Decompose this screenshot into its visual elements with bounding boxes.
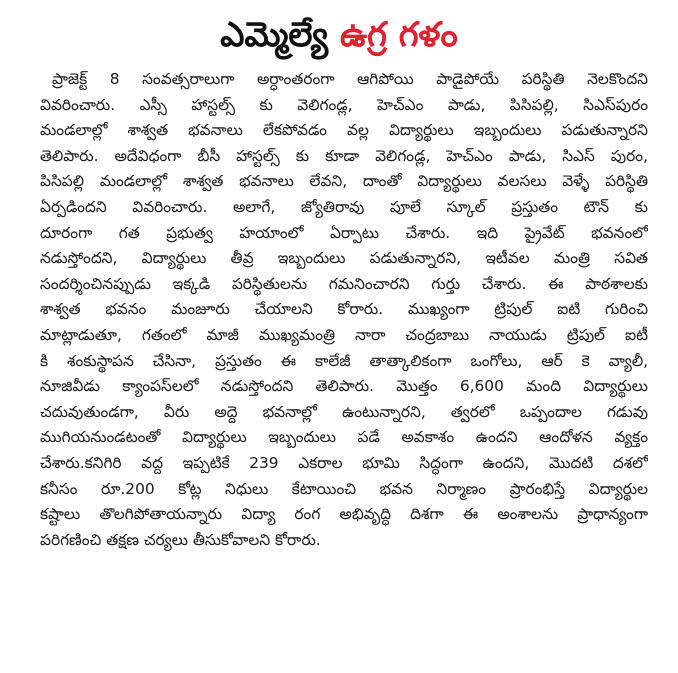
article-line: పరిగణించి తక్షణ చర్యలు తీసుకోవాలని కోరారు. (40, 530, 321, 549)
article-line: కష్టాలు తొలగిపోతాయన్నారు విద్యా రంగ అభివృద్ధి దిశగా ఈ అంశాలను ప్రాధాన్యంగా (40, 505, 648, 524)
article-line: పిసిపల్లి మండలాల్లో శాశ్వత భవనాలు లేవని, దాంతో విద్యార్థులు వలసలు వెళ్ళే పరిస్థితి (40, 172, 648, 191)
article-line: చదువుతుండగా, వీరు అద్దె భవనాల్లో ఉంటున్నారని, త్వరలో ఒప్పందాల గడువు (40, 402, 648, 421)
article-line: నడుస్తోందని, విద్యార్థులు తీవ్ర ఇబ్బందులు పడుతున్నారని, ఇటీవల మంత్రి సవిత (40, 249, 648, 268)
article-line: దూరంగా గత ప్రభుత్వ హయాంలో ఏర్పాటు చేశారు. ఇది ప్రైవేట్ భవనంలో (40, 223, 648, 242)
article-line: చేశారు.కనిగిరి వద్ద ఇప్పటికే 239 ఎకరాల భూమి సిద్ధంగా ఉందని, మొదటి దశలో (40, 453, 648, 472)
article-line: ప్రాజెక్ట్ 8 సంవత్సరాలుగా అర్ధాంతరంగా ఆగిపోయి పాడైపోయే పరిస్థితి నెలకొందని (52, 70, 648, 88)
article-line: కి శంకుస్థాపన చేసినా, ప్రస్తుతం ఈ కాలేజీ తాత్కాలికంగా ఒంగోలు, ఆర్ కె వ్యాలీ, (40, 351, 648, 370)
article-line: శాశ్వత భవనం మంజూరు చేయాలని కోరారు. ముఖ్యంగా ట్రిపుల్ ఐటి గురించి (40, 300, 648, 319)
article-line: ఏర్పడిందని వివరించారు. అలాగే, జ్యోతిరావు పూలే స్కూల్ ప్రస్తుతం టౌన్ కు (40, 197, 648, 216)
article-line: కనీసం రూ.200 కోట్ల నిధులు కేటాయించి భవన నిర్మాణం ప్రారంభిస్తే విద్యార్థుల (40, 479, 648, 498)
headline-part-red: ఉగ్ర గళం (339, 15, 458, 55)
article-line: మాట్లాడుతూ, గతంలో మాజీ ముఖ్యమంత్రి నారా చంద్రబాబు నాయుడు ట్రిపుల్ ఐటీ (40, 325, 648, 344)
article-line: తెలిపారు. అదేవిధంగా బీసీ హాస్టల్స్ కు కూడా వెలిగండ్ల, హెచ్ఎం పాడు, సిఎస్ పురం, (40, 146, 648, 165)
article-body (40, 67, 648, 553)
article-line: నూజివీడు క్యాంపస్‌లలో నడుస్తోందని తెలిపారు. మొత్తం 6,600 మంది విద్యార్థులు (40, 377, 648, 396)
headline (0, 14, 678, 56)
article-line: వివరించారు. ఎస్సీ హాస్టల్స్ కు వెలిగండ్ల, హెచ్ఎం పాడు, పిసిపల్లి, సిఎస్‌పురం (40, 95, 648, 114)
article-line: సందర్శించినప్పుడు ఇక్కడి పరిస్థితులను గమనించారని గుర్తు చేశారు. ఈ పాఠశాలకు (40, 274, 648, 293)
cropped-previous-text (0, 0, 678, 6)
headline-part-black: ఎమ్మెల్యే (220, 15, 340, 55)
article-line: ముగియనుండటంతో విద్యార్థులు ఇబ్బందులు పడే అవకాశం ఉందని ఆందోళన వ్యక్తం (40, 428, 648, 447)
article-line: మండలాల్లో శాశ్వత భవనాలు లేకపోవడం వల్ల విద్యార్థులు ఇబ్బందులు పడుతున్నారని (40, 121, 648, 140)
